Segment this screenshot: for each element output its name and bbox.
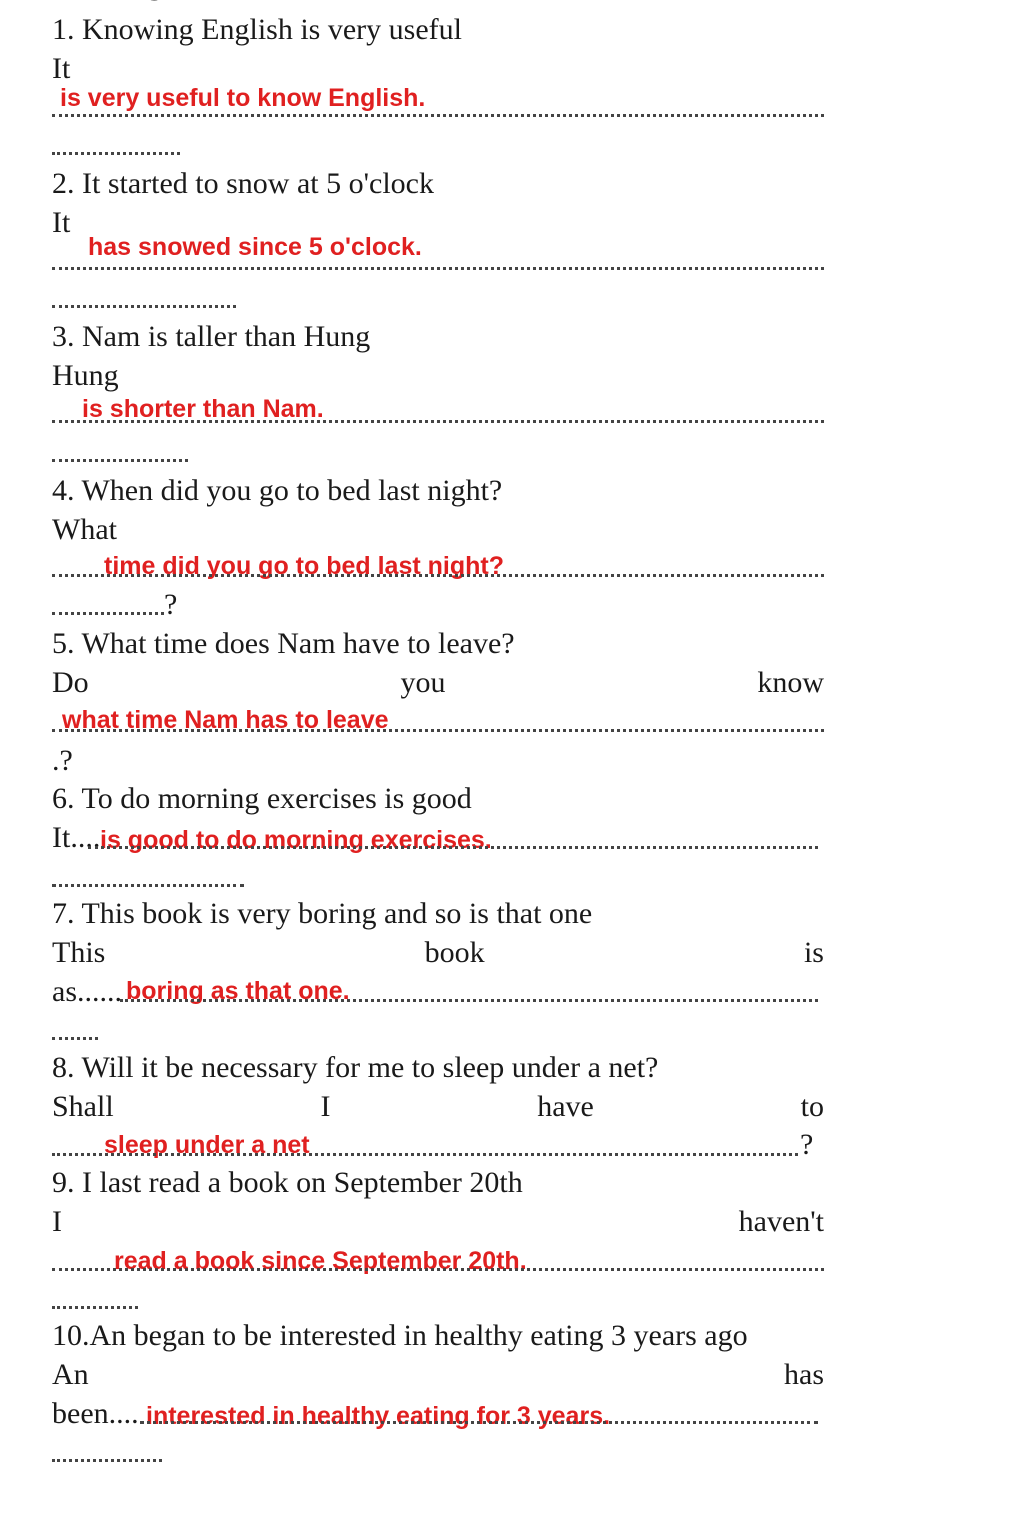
answer-line-10 <box>140 1421 818 1424</box>
answer-line-5 <box>52 729 824 732</box>
prompt-6: It.... <box>52 821 101 854</box>
question-7: 7. This book is very boring and so is that one <box>52 897 593 930</box>
question-10: 10.An began to be interested in healthy eating 3 years ago <box>52 1319 748 1352</box>
prompt-10b: been.... <box>52 1397 139 1430</box>
answer-line-9b <box>52 1306 138 1309</box>
prompt-5: Do you know <box>52 666 824 699</box>
answer-line-8 <box>52 1153 798 1156</box>
answer-5: what time Nam has to leave <box>62 706 389 734</box>
answer-line-4 <box>52 574 824 577</box>
answer-line-3b <box>52 459 188 462</box>
prompt-8: Shall I have to <box>52 1090 824 1123</box>
answer-7: boring as that one. <box>126 977 350 1005</box>
answer-line-9 <box>52 1268 824 1271</box>
answer-line-3 <box>52 420 824 423</box>
question-9: 9. I last read a book on September 20th <box>52 1166 523 1199</box>
prompt-7b: as...... <box>52 975 122 1008</box>
prompt-4: What <box>52 513 117 546</box>
prompt-7: This book is <box>52 936 824 969</box>
tail-5: .? <box>52 744 73 777</box>
answer-2: has snowed since 5 o'clock. <box>88 233 422 261</box>
question-3: 3. Nam is taller than Hung <box>52 320 371 353</box>
answer-3: is shorter than Nam. <box>82 395 324 423</box>
answer-4: time did you go to bed last night? <box>104 552 504 580</box>
tail-8: ? <box>800 1128 814 1161</box>
prompt-9: I haven't <box>52 1205 824 1238</box>
answer-line-2 <box>52 267 824 270</box>
answer-line-1 <box>52 114 824 117</box>
question-4: 4. When did you go to bed last night? <box>52 474 503 507</box>
answer-line-6 <box>88 846 818 849</box>
answer-line-6b <box>52 884 244 887</box>
answer-line-7 <box>120 999 818 1002</box>
question-2: 2. It started to snow at 5 o'clock <box>52 167 434 200</box>
prompt-10: An has <box>52 1358 824 1391</box>
question-5: 5. What time does Nam have to leave? <box>52 627 515 660</box>
answer-line-10b <box>52 1459 162 1462</box>
question-6: 6. To do morning exercises is good <box>52 782 472 815</box>
question-8: 8. Will it be necessary for me to sleep under a net? <box>52 1051 659 1084</box>
answer-1: is very useful to know English. <box>60 84 426 112</box>
prompt-3: Hung <box>52 359 119 392</box>
answer-line-1b <box>52 152 180 155</box>
answer-line-4b <box>52 612 164 615</box>
answer-10: interested in healthy eating for 3 years. <box>146 1402 611 1430</box>
prompt-2: It <box>52 206 71 239</box>
prompt-1: It <box>52 52 71 85</box>
answer-9: read a book since September 20th. <box>114 1247 527 1275</box>
answer-8: sleep under a net <box>104 1131 310 1159</box>
tail-4: ? <box>164 588 178 621</box>
answer-line-7b <box>52 1037 98 1040</box>
question-1: 1. Knowing English is very useful <box>52 13 462 46</box>
answer-6: is good to do morning exercises. <box>100 826 492 854</box>
answer-line-2b <box>52 305 236 308</box>
